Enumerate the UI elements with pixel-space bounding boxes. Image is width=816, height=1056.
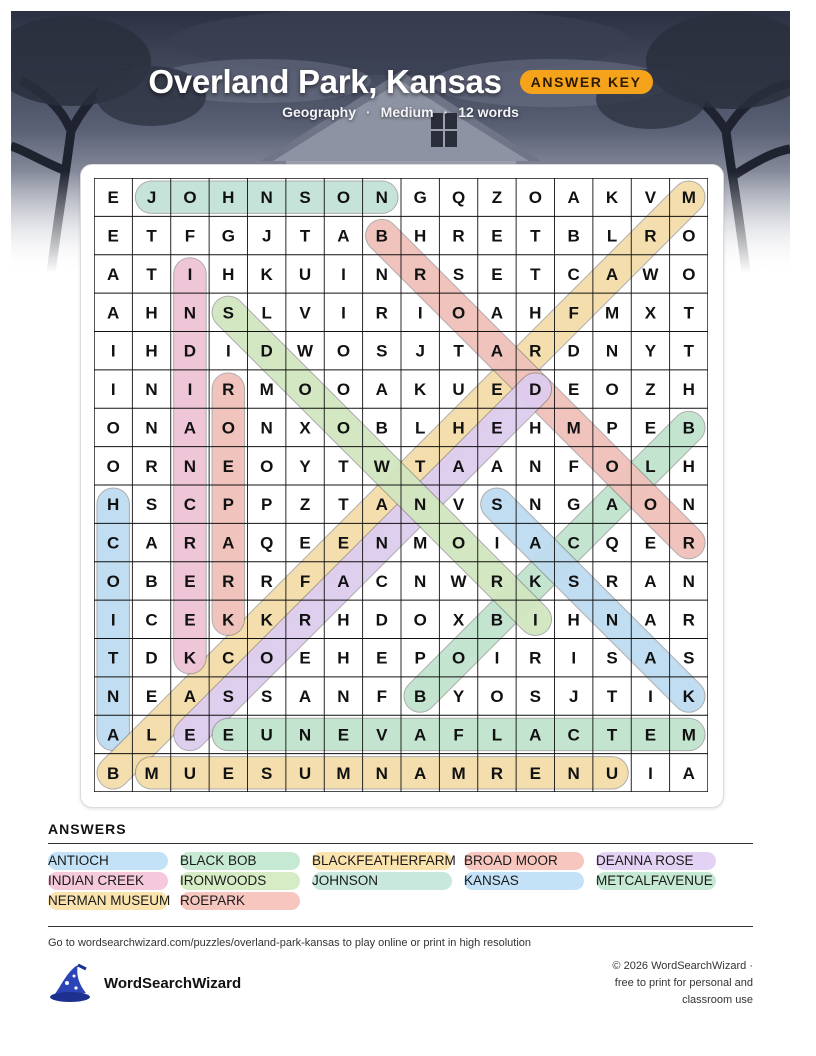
grid-cell-letter[interactable]: N (605, 341, 619, 361)
answer-word: ANTIOCH (48, 852, 168, 870)
grid-cell-letter[interactable]: D (145, 648, 158, 668)
grid-cell-letter[interactable]: A (644, 610, 657, 630)
answer-word: JOHNSON (312, 872, 452, 890)
page-title: Overland Park, Kansas (148, 63, 502, 100)
grid-cell-letter[interactable]: U (183, 763, 197, 783)
grid-cell-letter[interactable]: E (644, 725, 657, 745)
grid-cell-letter[interactable]: O (490, 687, 504, 707)
grid-cell-letter[interactable]: T (146, 226, 157, 246)
grid-cell-letter[interactable]: E (184, 725, 196, 745)
grid-cell-letter[interactable]: S (683, 648, 695, 668)
grid-cell-letter[interactable]: I (110, 380, 116, 400)
grid-cell-letter[interactable]: E (299, 533, 311, 553)
grid-cell-letter[interactable]: O (183, 188, 197, 208)
grid-cell-letter[interactable]: H (337, 610, 350, 630)
grid-cell-letter[interactable]: B (375, 418, 388, 438)
grid-cell-letter[interactable]: E (491, 226, 503, 246)
grid-cell-letter[interactable]: S (529, 687, 541, 707)
grid-cell-letter[interactable]: T (338, 495, 349, 515)
grid-cell-letter[interactable]: Q (605, 533, 619, 553)
grid-cell-letter[interactable]: H (145, 341, 158, 361)
grid-cell-letter[interactable]: A (414, 763, 427, 783)
grid-cell-letter[interactable]: A (452, 456, 465, 476)
grid-cell-letter[interactable]: K (260, 610, 273, 630)
grid-cell-letter[interactable]: W (450, 571, 467, 591)
grid-cell-letter[interactable]: Z (299, 495, 311, 515)
grid-cell-letter[interactable]: A (183, 687, 197, 707)
grid-cell-letter[interactable]: L (146, 725, 157, 745)
grid-cell-letter[interactable]: O (106, 418, 120, 438)
grid-cell-letter[interactable]: M (566, 418, 581, 438)
brand-logo[interactable] (48, 963, 241, 1003)
grid-cell-letter[interactable]: I (494, 533, 500, 553)
grid-cell-letter[interactable]: N (375, 264, 388, 284)
grid-cell-letter[interactable]: V (452, 495, 465, 515)
grid-cell-letter[interactable]: W (642, 264, 659, 284)
grid-cell-letter[interactable]: H (145, 303, 158, 323)
grid-cell-letter[interactable]: K (414, 380, 427, 400)
wizard-hat-icon (48, 963, 92, 1003)
grid-cell-letter[interactable]: A (644, 571, 657, 591)
grid-cell-letter[interactable]: B (107, 763, 120, 783)
grid-cell-letter[interactable]: E (184, 610, 196, 630)
grid-cell-letter[interactable]: U (298, 763, 312, 783)
grid-cell-letter[interactable]: H (682, 380, 695, 400)
grid-cell-letter[interactable]: A (644, 648, 657, 668)
grid-cell-letter[interactable]: I (532, 610, 538, 630)
grid-cell-letter[interactable]: N (682, 571, 695, 591)
grid-cell-letter[interactable]: R (644, 226, 657, 246)
grid-cell-letter[interactable]: E (222, 456, 234, 476)
footer-url-text[interactable]: Go to wordsearchwizard.com/puzzles/overland-park-kansas to play online or print in high resolution (48, 937, 532, 949)
grid-cell-letter[interactable]: N (375, 763, 388, 783)
grid-cell-letter[interactable]: R (375, 303, 388, 323)
grid-cell-letter[interactable]: K (222, 610, 235, 630)
grid-cell-letter[interactable]: P (606, 418, 618, 438)
grid-cell-letter[interactable]: A (375, 495, 388, 515)
grid-cell-letter[interactable]: I (341, 303, 346, 323)
grid-cell-letter[interactable]: O (336, 418, 351, 438)
grid-cell-letter[interactable]: N (183, 303, 197, 323)
grid-cell-letter[interactable]: N (260, 418, 273, 438)
grid-cell-letter[interactable]: C (107, 533, 120, 553)
grid-cell-letter[interactable]: T (338, 456, 349, 476)
grid-cell-letter[interactable]: O (336, 188, 351, 208)
grid-cell-letter[interactable]: F (299, 571, 311, 591)
grid-cell-letter[interactable]: X (299, 418, 311, 438)
grid-cell-letter[interactable]: U (260, 725, 273, 745)
grid-cell-letter[interactable]: W (373, 456, 390, 476)
copyright-text (553, 958, 753, 1009)
grid-cell-letter[interactable]: Z (491, 188, 503, 208)
grid-cell-letter[interactable]: E (107, 226, 119, 246)
grid-cell-letter[interactable]: C (375, 571, 388, 591)
grid-cell-letter[interactable]: A (605, 495, 619, 515)
grid-cell-letter[interactable]: E (376, 648, 388, 668)
grid-cell-letter[interactable]: H (529, 303, 542, 323)
grid-cell-letter[interactable]: M (259, 380, 274, 400)
grid-cell-letter[interactable]: L (261, 303, 272, 323)
answer-word: BLACK BOB (180, 852, 300, 870)
grid-cell-letter[interactable]: E (145, 687, 158, 707)
grid-cell-letter[interactable]: M (413, 533, 428, 553)
grid-cell-letter[interactable]: M (604, 303, 620, 323)
grid-cell-letter[interactable]: T (453, 341, 464, 361)
copyright-line: free to print for personal and (614, 977, 753, 989)
grid-cell-letter[interactable]: A (107, 303, 120, 323)
grid-cell-letter[interactable]: H (222, 264, 235, 284)
grid-cell-letter[interactable]: N (145, 380, 158, 400)
grid-cell-letter[interactable]: G (413, 188, 427, 208)
answer-word: METCALFAVENUE (596, 872, 716, 890)
grid-cell-letter[interactable]: E (337, 725, 350, 745)
grid-cell-letter[interactable]: K (260, 264, 273, 284)
grid-cell-letter[interactable]: H (452, 418, 465, 438)
answer-word: BLACKFEATHERFARM (312, 853, 456, 868)
grid-cell-letter[interactable]: A (567, 188, 580, 208)
grid-cell-letter[interactable]: E (299, 648, 311, 668)
grid-cell-letter[interactable]: N (414, 495, 427, 515)
grid-cell-letter[interactable]: E (491, 264, 503, 284)
grid-cell-letter[interactable]: M (451, 763, 466, 783)
grid-cell-letter[interactable]: B (414, 687, 427, 707)
grid-cell-letter[interactable]: Q (451, 188, 466, 208)
grid-cell-letter[interactable]: C (222, 648, 235, 668)
grid-cell-letter[interactable]: I (110, 610, 116, 630)
grid-cell-letter[interactable]: O (336, 380, 351, 400)
grid-cell-letter[interactable]: S (452, 264, 465, 284)
grid-cell-letter[interactable]: T (107, 648, 119, 668)
grid-cell-letter[interactable]: Y (644, 341, 657, 361)
grid-cell-letter[interactable]: J (415, 341, 425, 361)
grid-cell-letter[interactable]: A (490, 303, 504, 323)
grid-cell-letter[interactable]: S (491, 495, 503, 515)
grid-cell-letter[interactable]: R (222, 571, 235, 591)
grid-cell-letter[interactable]: N (375, 533, 388, 553)
grid-cell-letter[interactable]: R (490, 763, 504, 783)
grid-cell-letter[interactable]: S (261, 687, 273, 707)
grid-cell-letter[interactable]: D (529, 380, 542, 400)
grid-cell-letter[interactable]: E (337, 533, 350, 553)
grid-cell-letter[interactable]: O (451, 648, 466, 668)
grid-cell-letter[interactable]: N (529, 495, 542, 515)
grid-cell-letter[interactable]: A (337, 571, 350, 591)
grid-cell-letter[interactable]: O (682, 264, 696, 284)
grid-cell-letter[interactable]: A (222, 533, 235, 553)
grid-cell-letter[interactable]: D (183, 341, 197, 361)
grid-cell-letter[interactable]: V (644, 188, 657, 208)
grid-cell-letter[interactable]: Y (299, 456, 311, 476)
grid-cell-letter[interactable]: O (298, 380, 312, 400)
grid-cell-letter[interactable]: P (261, 495, 273, 515)
grid-cell-letter[interactable]: E (491, 418, 503, 438)
divider (48, 926, 753, 927)
grid-cell-letter[interactable]: R (490, 571, 504, 591)
grid-cell-letter[interactable]: C (567, 533, 580, 553)
grid-cell-letter[interactable]: I (648, 687, 653, 707)
grid-cell-letter[interactable]: F (568, 456, 579, 476)
grid-cell-letter[interactable]: H (414, 226, 427, 246)
brand-name: WordSearchWizard (104, 974, 242, 992)
grid-cell-letter[interactable]: U (298, 264, 312, 284)
grid-cell-letter[interactable]: M (681, 725, 696, 745)
grid-cell-letter[interactable]: S (222, 687, 234, 707)
grid-cell-letter[interactable]: C (567, 264, 580, 284)
grid-cell-letter[interactable]: K (682, 687, 695, 707)
word-search-grid[interactable] (94, 178, 708, 792)
grid-cell-letter[interactable]: T (530, 226, 541, 246)
grid-cell-letter[interactable]: F (453, 725, 464, 745)
grid-cell-letter[interactable]: R (222, 380, 235, 400)
grid-cell-letter[interactable]: H (682, 456, 695, 476)
grid-cell-letter[interactable]: K (529, 571, 542, 591)
answer-word: NERMAN MUSEUM (48, 893, 171, 908)
grid-cell-letter[interactable]: H (222, 188, 235, 208)
grid-cell-letter[interactable]: J (261, 226, 272, 246)
grid-cell-letter[interactable]: P (414, 648, 426, 668)
grid-cell-letter[interactable]: S (261, 763, 273, 783)
grid-cell-letter[interactable]: I (187, 264, 193, 284)
grid-cell-letter[interactable]: V (376, 725, 388, 745)
grid-cell-letter[interactable]: M (144, 763, 159, 783)
grid-cell-letter[interactable]: N (414, 571, 427, 591)
copyright-line: © 2026 WordSearchWizard · (612, 960, 753, 972)
grid-cell-letter[interactable]: R (414, 264, 427, 284)
grid-cell-letter[interactable]: I (341, 264, 346, 284)
grid-cell-letter[interactable]: N (337, 687, 350, 707)
answers-heading: ANSWERS (48, 821, 127, 837)
grid-cell-letter[interactable]: H (337, 648, 350, 668)
grid-cell-letter[interactable]: N (145, 418, 158, 438)
grid-cell-letter[interactable]: D (260, 341, 273, 361)
grid-cell-letter[interactable]: A (682, 763, 695, 783)
puzzle-meta (11, 104, 790, 120)
grid-cell-letter[interactable]: Q (260, 533, 274, 553)
grid-cell-letter[interactable]: O (682, 226, 696, 246)
divider (48, 843, 753, 844)
grid-cell-letter[interactable]: N (529, 456, 542, 476)
grid-cell-letter[interactable]: R (605, 571, 619, 591)
grid-cell-letter[interactable]: U (452, 380, 465, 400)
grid-cell-letter[interactable]: I (110, 341, 116, 361)
grid-cell-letter[interactable]: N (567, 763, 580, 783)
grid-cell-letter[interactable]: I (648, 763, 653, 783)
grid-cell-letter[interactable]: B (682, 418, 695, 438)
grid-cell-letter[interactable]: T (683, 341, 695, 361)
meta-separator: · (365, 104, 371, 120)
grid-cell-letter[interactable]: A (145, 533, 158, 553)
grid-cell-letter[interactable]: L (414, 418, 426, 438)
grid-cell-letter[interactable]: O (643, 495, 658, 515)
grid-cell-letter[interactable]: S (606, 648, 618, 668)
answer-word: ROEPARK (180, 892, 300, 910)
grid-cell-letter[interactable]: B (490, 610, 504, 630)
grid-cell-letter[interactable]: S (568, 571, 580, 591)
grid-cell-letter[interactable]: E (222, 725, 234, 745)
grid-cell-letter[interactable]: O (221, 418, 235, 438)
grid-cell-letter[interactable]: W (297, 341, 314, 361)
grid-cell-letter[interactable]: A (605, 264, 619, 284)
grid-cell-letter[interactable]: A (529, 533, 542, 553)
grid-cell-letter[interactable]: L (606, 226, 618, 246)
grid-cell-letter[interactable]: O (106, 571, 120, 591)
grid-cell-letter[interactable]: H (567, 610, 580, 630)
grid-cell-letter[interactable]: B (145, 571, 158, 591)
grid-cell-letter[interactable]: F (376, 687, 388, 707)
grid-cell-letter[interactable]: O (106, 456, 120, 476)
grid-cell-letter[interactable]: O (605, 456, 619, 476)
grid-cell-letter[interactable]: A (490, 341, 504, 361)
grid-cell-letter[interactable]: D (567, 341, 580, 361)
grid-cell-letter[interactable]: E (568, 380, 580, 400)
grid-cell-letter[interactable]: I (187, 380, 193, 400)
grid-cell-letter[interactable]: T (146, 264, 157, 284)
answer-word: KANSAS (464, 872, 584, 890)
grid-cell-letter[interactable]: I (417, 303, 423, 323)
grid-cell-letter[interactable]: T (530, 264, 541, 284)
copyright-line: classroom use (682, 994, 753, 1006)
grid-cell-letter[interactable]: E (529, 763, 541, 783)
grid-cell-letter[interactable]: M (681, 188, 696, 208)
grid-cell-letter[interactable]: O (528, 188, 542, 208)
grid-cell-letter[interactable]: O (260, 648, 274, 668)
answer-word: INDIAN CREEK (48, 872, 168, 890)
grid-cell-letter[interactable]: R (298, 610, 312, 630)
grid-cell-letter[interactable]: D (375, 610, 388, 630)
grid-cell-letter[interactable]: O (413, 610, 427, 630)
grid-cell-letter[interactable]: T (683, 303, 695, 323)
grid-cell-letter[interactable]: T (606, 725, 618, 745)
grid-cell-letter[interactable]: A (414, 725, 427, 745)
title-row (11, 63, 790, 101)
grid-cell-letter[interactable]: N (107, 687, 120, 707)
grid-cell-letter[interactable]: R (145, 456, 158, 476)
grid-cell-letter[interactable]: A (298, 687, 312, 707)
grid-cell-letter[interactable]: F (568, 303, 579, 323)
grid-cell-letter[interactable]: A (529, 725, 542, 745)
grid-cell-letter[interactable]: N (375, 188, 388, 208)
grid-cell-letter[interactable]: S (376, 341, 388, 361)
grid-cell-letter[interactable]: O (336, 341, 351, 361)
answer-word: DEANNA ROSE (596, 852, 716, 870)
grid-cell-letter[interactable]: N (298, 725, 312, 745)
grid-cell-letter[interactable]: Y (452, 687, 465, 707)
grid-cell-letter[interactable]: L (645, 456, 656, 476)
grid-cell-letter[interactable]: X (452, 610, 465, 630)
grid-canvas[interactable] (94, 178, 708, 792)
grid-cell-letter[interactable]: A (107, 264, 120, 284)
grid-cell-letter[interactable]: G (221, 226, 235, 246)
grid-cell-letter[interactable]: G (567, 495, 581, 515)
grid-cell-letter[interactable]: L (491, 725, 503, 745)
grid-cell-letter[interactable]: J (568, 687, 579, 707)
grid-cell-letter[interactable]: R (260, 571, 273, 591)
word-count-label: 12 words (458, 104, 519, 120)
grid-cell-letter[interactable]: R (529, 648, 542, 668)
grid-cell-letter[interactable]: Z (645, 380, 656, 400)
grid-cell-letter[interactable]: C (567, 725, 580, 745)
grid-cell-letter[interactable]: I (225, 341, 231, 361)
grid-cell-letter[interactable]: K (183, 648, 197, 668)
grid-cell-letter[interactable]: R (452, 226, 465, 246)
grid-cell-letter[interactable]: N (605, 610, 619, 630)
grid-cell-letter[interactable]: H (107, 495, 120, 515)
grid-cell-letter[interactable]: B (567, 226, 580, 246)
grid-cell-letter[interactable]: R (682, 610, 695, 630)
grid-cell-letter[interactable]: R (682, 533, 695, 553)
grid-cell-letter[interactable]: E (222, 763, 234, 783)
grid-cell-letter[interactable]: E (644, 533, 657, 553)
grid-cell-letter[interactable]: C (183, 495, 197, 515)
grid-cell-letter[interactable]: T (606, 687, 618, 707)
grid-cell-letter[interactable]: N (260, 188, 273, 208)
grid-cell-letter[interactable]: E (644, 418, 657, 438)
answer-word: BROAD MOOR (464, 852, 584, 870)
grid-cell-letter[interactable]: N (183, 456, 197, 476)
grid-cell-letter[interactable]: F (184, 226, 196, 246)
grid-cell-letter[interactable]: A (375, 380, 388, 400)
grid-cell-letter[interactable]: O (260, 456, 274, 476)
grid-cell-letter[interactable]: T (299, 226, 311, 246)
grid-cell-letter[interactable]: M (336, 763, 351, 783)
grid-cell-letter[interactable]: A (183, 418, 197, 438)
grid-cell-letter[interactable]: V (299, 303, 311, 323)
category-label: Geography (282, 104, 356, 120)
grid-cell-letter[interactable]: U (605, 763, 619, 783)
answer-key-badge: ANSWER KEY (520, 70, 653, 94)
grid-cell-letter[interactable]: A (490, 456, 504, 476)
answer-word: IRONWOODS (180, 872, 300, 890)
grid-cell-letter[interactable]: N (682, 495, 695, 515)
grid-cell-letter[interactable]: C (145, 610, 158, 630)
grid-cell-letter[interactable]: O (451, 303, 466, 323)
grid-cell-letter[interactable]: R (183, 533, 197, 553)
grid-cell-letter[interactable]: X (644, 303, 657, 323)
grid-cell-letter[interactable]: S (222, 303, 234, 323)
grid-cell-letter[interactable]: T (414, 456, 426, 476)
grid-cell-letter[interactable]: J (146, 188, 157, 208)
grid-cell-letter[interactable]: H (529, 418, 542, 438)
grid-cell-letter[interactable]: A (337, 226, 350, 246)
grid-cell-letter[interactable]: O (605, 380, 619, 400)
grid-cell-letter[interactable]: B (375, 226, 388, 246)
grid-cell-letter[interactable]: E (184, 571, 196, 591)
grid-cell-letter[interactable]: S (145, 495, 158, 515)
grid-cell-letter[interactable]: K (605, 188, 619, 208)
grid-cell-letter[interactable]: E (107, 188, 119, 208)
grid-cell-letter[interactable]: I (494, 648, 500, 668)
grid-cell-letter[interactable]: A (107, 725, 120, 745)
grid-cell-letter[interactable]: E (491, 380, 503, 400)
grid-cell-letter[interactable]: O (451, 533, 466, 553)
grid-cell-letter[interactable]: S (299, 188, 311, 208)
grid-cell-letter[interactable]: P (222, 495, 234, 515)
grid-cell-letter[interactable]: I (571, 648, 577, 668)
grid-cell-letter[interactable]: R (529, 341, 542, 361)
difficulty-label: Medium (380, 104, 434, 120)
meta-separator: · (443, 104, 449, 120)
